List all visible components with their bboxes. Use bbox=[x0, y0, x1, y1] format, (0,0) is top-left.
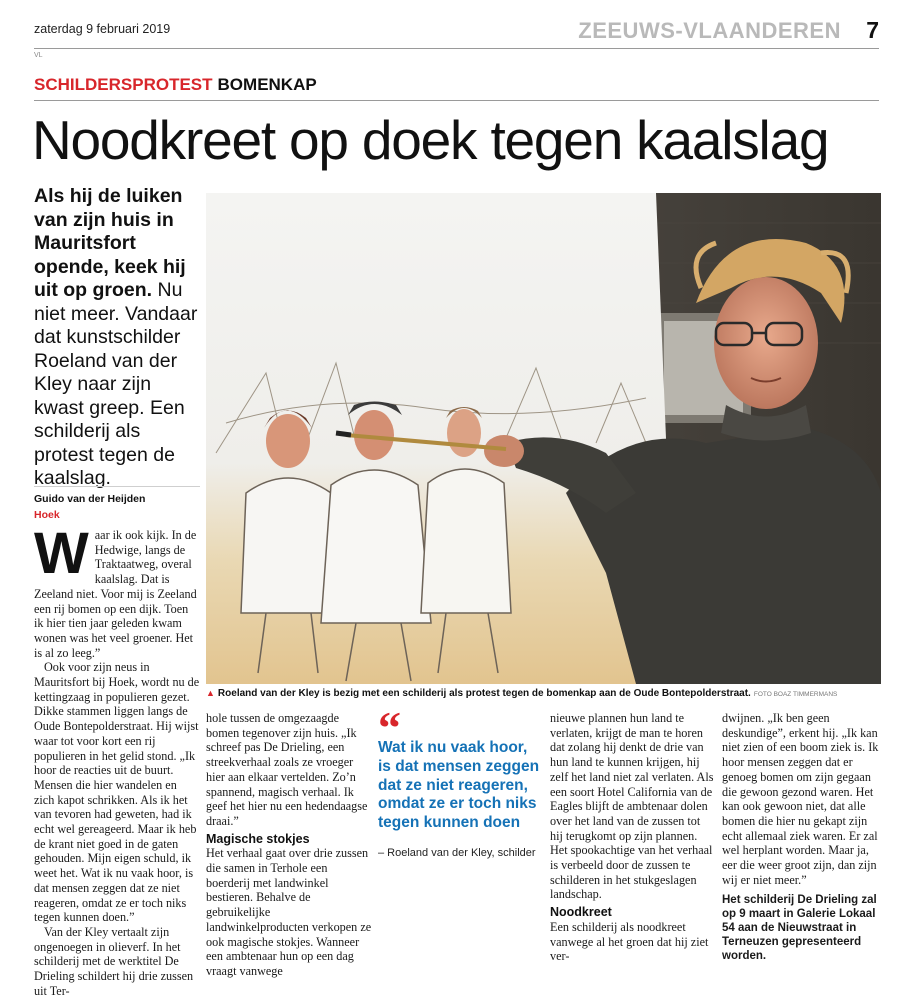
photo-illustration bbox=[206, 193, 881, 684]
page-number: 7 bbox=[866, 17, 879, 43]
intro-regular: Nu niet meer. Vandaar dat kunstschilder Roeland van der Kley naar zijn kwast greep. Een schilderij als protest tegen de kaalslag. bbox=[34, 279, 198, 489]
rubric-divider bbox=[34, 100, 879, 101]
issue-date: zaterdag 9 februari 2019 bbox=[34, 22, 171, 36]
caption-marker-icon: ▲ bbox=[206, 688, 215, 698]
photo-caption bbox=[206, 688, 886, 699]
body-paragraph: hole tussen de omgezaagde bomen tegenover zijn huis. „Ik schreef pas De Drieling, een streekverhaal zoals ze vroeger hier aan elkaar vertelden. Zo’n spannend, magisch verhaal. Ik geef het hier nu een hedendaagse draai.” bbox=[206, 711, 368, 828]
body-column-5 bbox=[722, 711, 882, 963]
byline-author: Guido van der Heijden bbox=[34, 493, 146, 505]
rubric-topic: BOMENKAP bbox=[217, 75, 317, 94]
body-paragraph: dwijnen. „Ik ben geen deskundige”, erkent hij. „Ik kan niet zien of een boom ziek is. Ik hoor mensen zeggen dat er genoeg bomen om zijn gegaan die gewoon gezond waren. Het kan ook gewoon niet, dat alle bomen die hier nu gekapt zijn echt allemaal ziek waren. Er zal wel herplant worden. Maar ja, eer die weer groot zijn, dan zijn wij er niet meer.” bbox=[722, 711, 879, 887]
article-intro bbox=[34, 185, 200, 491]
header-divider bbox=[34, 48, 879, 49]
body-paragraph: Het verhaal gaat over drie zussen die samen in Terhole een boerderij met landwinkel bestieren. Behalve de gebruikelijke landwinkelproducten verkopen ze ook magische stokjes. Wanneer een ambtenaar hun op een dag vraagt vanwege bbox=[206, 846, 372, 978]
section-subheading: Noodkreet bbox=[550, 905, 612, 920]
quote-mark-icon: “ bbox=[378, 702, 401, 753]
body-paragraph: Van der Kley vertaalt zijn ongenoegen in olieverf. In het schilderij met de werktitel De Drieling schildert hij drie zussen uit Ter- bbox=[34, 924, 194, 998]
body-paragraph: nieuwe plannen hun land te verlaten, krijgt de man te horen dat zolang hij denkt de drie van hun land te kunnen krijgen, hij zelf het land niet zal verlaten. Als een soort Hotel California van de Eagles blijft de ambtenaar dolen over het land van de zussen tot hij terugkomt op zijn plannen. Het spookachtige van het verhaal is verbeeld door de zussen te schilderen in het stukgeslagen landschap. bbox=[550, 711, 714, 902]
body-paragraph: Ook voor zijn neus in Mauritsfort bij Hoek, wordt nu de kettingzaag in populieren gezet. Dikke stammen liggen langs de Oude Bontepolderstraat. Hij wijst waar tot voor kort een rij populieren in het gelid stond. „Ik hoor de reacties uit de buurt. Mensen die hier wandelen en zich kapot schrikken. Als ik het van tevoren had geweten, had ik echt wel gereageerd. Maar ik heb de krant niet goed in de gaten gehouden. Mijn eigen schuld, ik weet het. Wat ik nu vaak hoor, is dat mensen zeggen dat ze niet reageren, omdat ze er toch niks tegen kunnen doen.” bbox=[34, 660, 200, 925]
byline-divider bbox=[34, 486, 200, 487]
photo-credit: FOTO BOAZ TIMMERMANS bbox=[753, 691, 838, 698]
body-paragraph bbox=[34, 521, 200, 660]
article-photo bbox=[206, 193, 881, 684]
pull-quote bbox=[378, 702, 544, 859]
body-column-1 bbox=[34, 521, 200, 999]
drop-cap: W bbox=[34, 521, 89, 586]
byline-location: Hoek bbox=[34, 509, 60, 521]
body-column-4 bbox=[550, 711, 716, 964]
article-headline: Noodkreet op doek tegen kaalslag bbox=[32, 109, 829, 171]
section-region-title: ZEEUWS-VLAANDEREN bbox=[578, 18, 841, 43]
body-paragraph: Een schilderij als noodkreet vanwege al het groen dat hij ziet ver- bbox=[550, 919, 709, 964]
exhibition-note: Het schilderij De Drieling zal op 9 maart in Galerie Lokaal 54 aan de Nieuwstraat in Terneuzen gepresenteerd worden. bbox=[722, 894, 877, 963]
paragraph-text: aar ik ook kijk. In de Hedwige, langs de Traktaatweg, overal kaalslag. Dat is Zeeland niet. Voor mij is Zeeland een rij bomen op een dijk. Toen ik hier tien jaar geleden kwam wonen was het veel groener. Het is al zo leeg.” bbox=[34, 528, 197, 660]
edition-code: VL bbox=[34, 52, 43, 59]
section-subheading: Magische stokjes bbox=[206, 831, 310, 846]
rubric-category: SCHILDERSPROTEST bbox=[34, 75, 213, 94]
intro-bold: Als hij de luiken van zijn huis in Mauritsfort opende, keek hij uit op groen. bbox=[34, 185, 186, 301]
quote-text: Wat ik nu vaak hoor, is dat mensen zeggen dat ze niet reageren, omdat ze er toch niks tegen kunnen doen bbox=[378, 739, 540, 832]
caption-text: Roeland van der Kley is bezig met een schilderij als protest tegen de bomenkap aan de Oude Bontepolderstraat. bbox=[217, 688, 751, 699]
article-rubric bbox=[34, 75, 317, 95]
quote-attribution: – Roeland van der Kley, schilder bbox=[378, 846, 536, 859]
